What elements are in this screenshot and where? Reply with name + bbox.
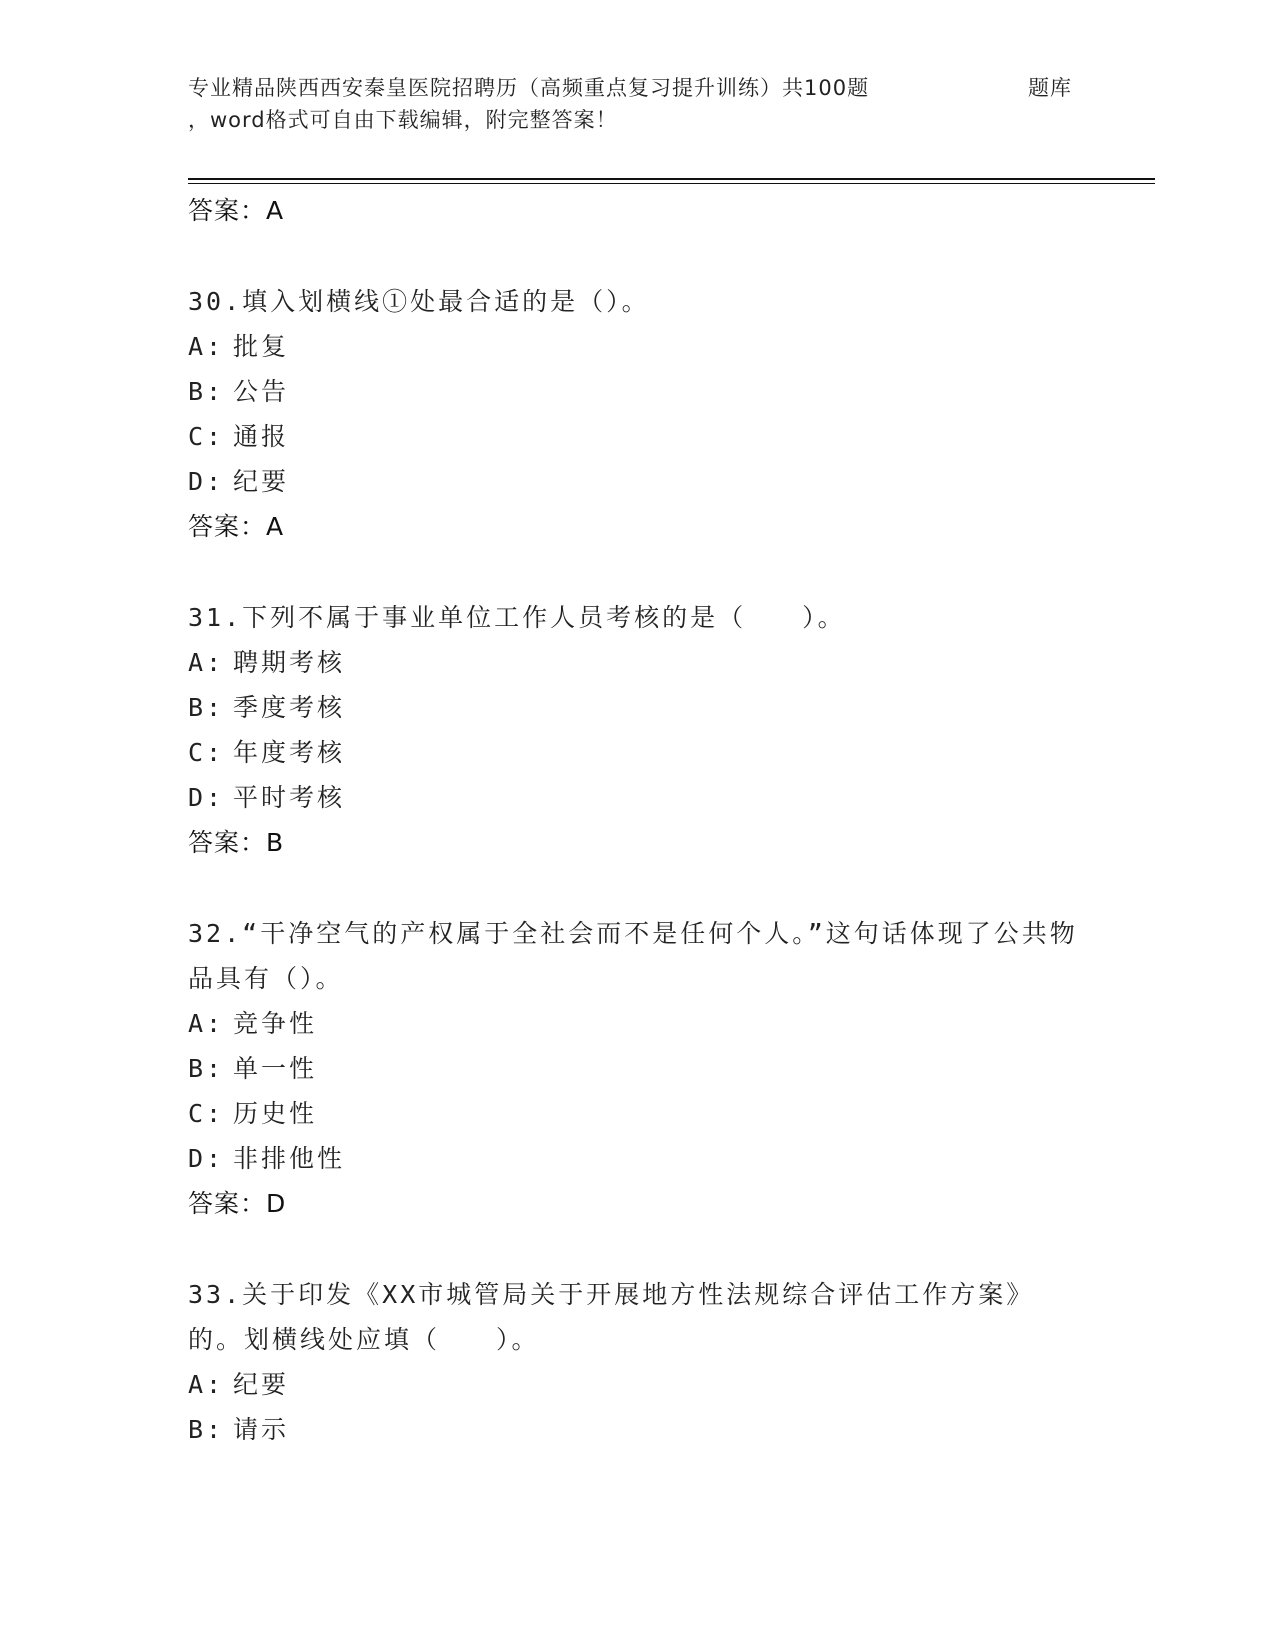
- option-d: [188, 1136, 1088, 1181]
- option-text: 年度考核: [233, 738, 346, 767]
- option-text: 非排他性: [233, 1144, 346, 1173]
- option-label: D:: [188, 783, 225, 812]
- option-label: B:: [188, 693, 225, 722]
- option-d: [188, 775, 1088, 820]
- option-label: B:: [188, 377, 225, 406]
- option-c: [188, 730, 1088, 775]
- option-text: 竞争性: [233, 1009, 318, 1038]
- option-label: D:: [188, 467, 225, 496]
- option-text: 聘期考核: [233, 648, 346, 677]
- option-c: [188, 1091, 1088, 1136]
- header-title: 专业精品陕西西安秦皇医院招聘历（高频重点复习提升训练）共100题: [188, 76, 870, 100]
- option-label: A:: [188, 648, 225, 677]
- page-header: [188, 72, 1088, 136]
- option-label: C:: [188, 422, 225, 451]
- question-text: 31.下列不属于事业单位工作人员考核的是（ ）。: [188, 603, 846, 632]
- option-a: [188, 1362, 1088, 1407]
- header-divider-thin: [188, 183, 1155, 184]
- document-body: [188, 188, 1088, 1452]
- option-label: D:: [188, 1144, 225, 1173]
- header-divider-thick: [188, 178, 1155, 180]
- answer-line: 答案：D: [188, 1189, 287, 1218]
- option-text: 单一性: [233, 1054, 318, 1083]
- option-b: [188, 1046, 1088, 1091]
- option-text: 平时考核: [233, 783, 346, 812]
- question-text: 32.“干净空气的产权属于全社会而不是任何个人。”这句话体现了公共物品具有（）。: [188, 919, 1078, 993]
- option-text: 批复: [233, 332, 290, 361]
- option-a: [188, 1001, 1088, 1046]
- option-a: [188, 640, 1088, 685]
- answer-line: 答案：A: [188, 512, 285, 541]
- header-tag: 题库: [1028, 76, 1072, 100]
- question-text: 30.填入划横线①处最合适的是（）。: [188, 287, 650, 316]
- answer-line: 答案：B: [188, 828, 285, 857]
- option-text: 通报: [233, 422, 290, 451]
- option-a: [188, 324, 1088, 369]
- option-label: A:: [188, 332, 225, 361]
- header-line-2: ，word格式可自由下载编辑，附完整答案！: [188, 108, 618, 132]
- option-label: A:: [188, 1370, 225, 1399]
- option-b: [188, 369, 1088, 414]
- option-label: C:: [188, 1099, 225, 1128]
- option-label: C:: [188, 738, 225, 767]
- option-text: 季度考核: [233, 693, 346, 722]
- option-label: B:: [188, 1054, 225, 1083]
- option-d: [188, 459, 1088, 504]
- option-text: 历史性: [233, 1099, 318, 1128]
- option-text: 纪要: [233, 467, 290, 496]
- option-b: [188, 1407, 1088, 1452]
- option-text: 纪要: [233, 1370, 290, 1399]
- option-c: [188, 414, 1088, 459]
- header-line-1: [188, 72, 1088, 104]
- answer-line: 答案：A: [188, 196, 285, 225]
- option-label: B:: [188, 1415, 225, 1444]
- option-b: [188, 685, 1088, 730]
- question-text: 33.关于印发《XX市城管局关于开展地方性法规综合评估工作方案》的。划横线处应填（ ）。: [188, 1280, 1035, 1354]
- option-label: A:: [188, 1009, 225, 1038]
- option-text: 公告: [233, 377, 290, 406]
- option-text: 请示: [233, 1415, 290, 1444]
